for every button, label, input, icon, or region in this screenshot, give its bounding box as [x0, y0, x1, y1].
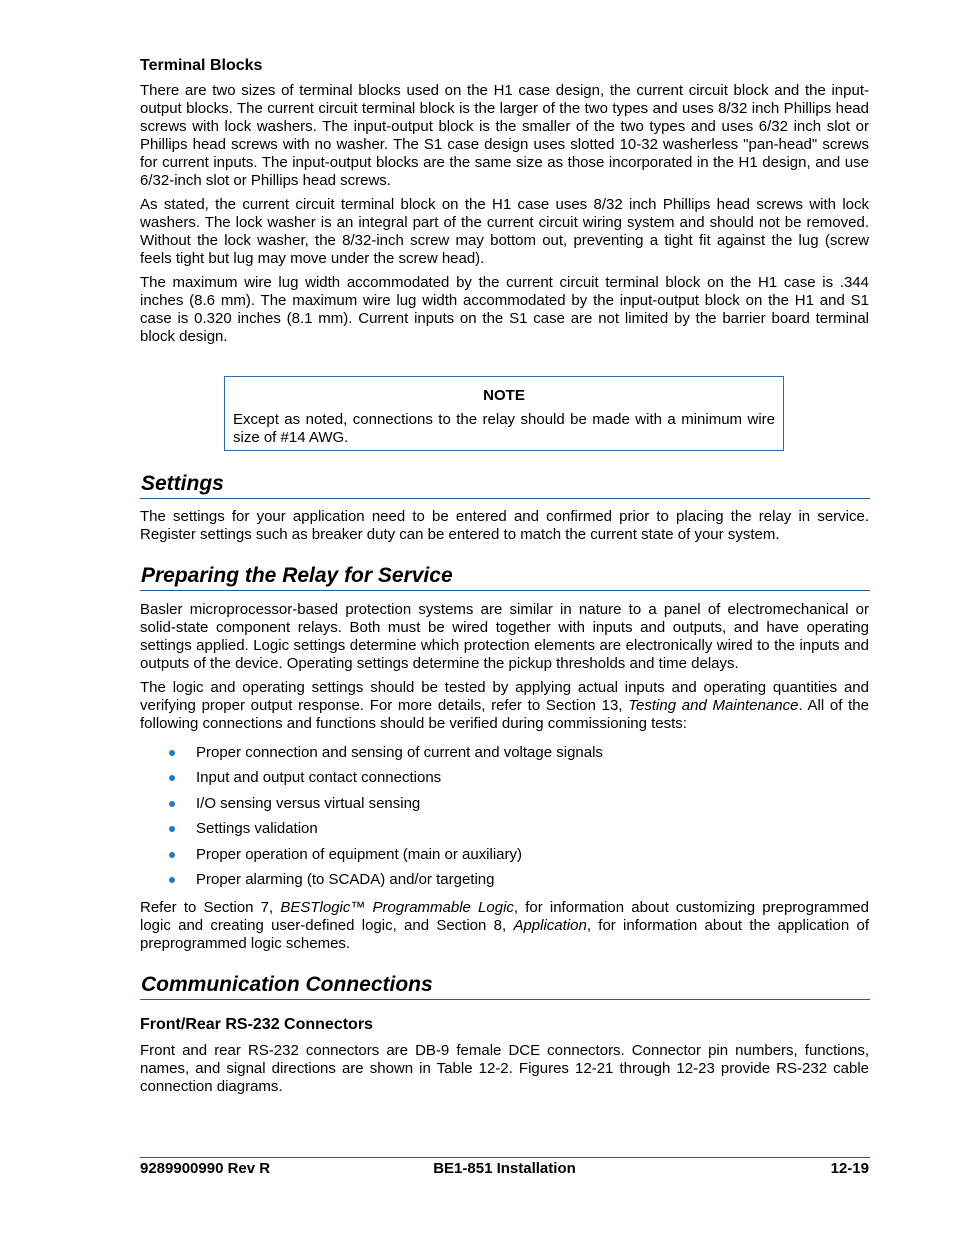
note-text: Except as noted, connections to the relay should be made with a minimum wire size of #14 AWG.: [233, 411, 775, 446]
bullet-icon: [169, 877, 175, 883]
bullet-icon: [169, 775, 175, 781]
preparing-paragraph-1: Basler microprocessor-based protection systems are similar in nature to a panel of electromechanical or solid-state component relays. Both must be wired together with inputs and outputs, and have operating settings applied. Logic settings determine which protection elements are electronically wired to the inputs and outputs of the device. Operating settings determine the pickup thresholds and time delays.: [140, 601, 869, 672]
communication-rule: [140, 999, 870, 1000]
note-title: NOTE: [483, 387, 525, 404]
footer-title: BE1-851 Installation: [433, 1160, 576, 1177]
rs232-paragraph: Front and rear RS-232 connectors are DB-9 female DCE connectors. Connector pin numbers, functions, names, and signal directions are shown in Table 12-2. Figures 12-21 through 12-23 provide RS-232 cable connection diagrams.: [140, 1042, 869, 1095]
preparing-heading: Preparing the Relay for Service: [141, 564, 453, 587]
rs232-subheading: Front/Rear RS-232 Connectors: [140, 1016, 373, 1033]
page-footer: [140, 1160, 869, 1178]
footer-doc-number: 9289900990 Rev R: [140, 1160, 271, 1177]
settings-heading: Settings: [141, 472, 224, 495]
communication-heading: Communication Connections: [141, 973, 433, 996]
settings-rule: [140, 498, 870, 499]
testing-maintenance-reference: Testing and Maintenance: [628, 697, 799, 714]
preparing-rule: [140, 590, 870, 591]
bullet-text: I/O sensing versus virtual sensing: [196, 794, 421, 812]
terminal-blocks-heading: Terminal Blocks: [140, 57, 263, 74]
preparing-paragraph-2: [140, 679, 869, 733]
application-reference: Application: [513, 917, 587, 934]
preparing-p2-text-b: . All of the following connections and functions should be verified during commissioning tests:: [140, 697, 869, 732]
terminal-blocks-paragraph-3: The maximum wire lug width accommodated by the current circuit terminal block on the H1 case is .344 inches (8.6 mm). The maximum wire lug width accommodated by the input-output block on the H1 and S1 case is 0.320 inches (8.1 mm). Current inputs on the S1 case are not limited by the barrier board terminal block design.: [140, 274, 869, 345]
note-box: [224, 376, 784, 451]
list-item: [140, 769, 869, 794]
bullet-icon: [169, 852, 175, 858]
list-item: [140, 871, 869, 896]
preparing-p3-text-b: , for information about customizing preprogrammed logic and creating user-defined logic, and Section 8,: [140, 899, 869, 934]
preparing-p3-text-c: , for information about the application of preprogrammed logic schemes.: [140, 917, 869, 952]
bullet-text: Proper alarming (to SCADA) and/or targeting: [196, 870, 495, 888]
bullet-text: Proper operation of equipment (main or auxiliary): [196, 845, 522, 863]
terminal-blocks-paragraph-2: As stated, the current circuit terminal block on the H1 case uses 8/32 inch Phillips head screws with lock washers. The lock washer is an integral part of the current circuit wiring system and should not be removed. Without the lock washer, the 8/32-inch screw may bottom out, preventing a tight fit against the lug (screw feels tight but lug may move under the screw head).: [140, 196, 869, 267]
list-item: [140, 795, 869, 820]
bullet-text: Input and output contact connections: [196, 769, 442, 787]
preparing-p3-text-a: Refer to Section 7,: [140, 899, 281, 916]
list-item: [140, 744, 869, 769]
preparing-p2-text-a: The logic and operating settings should be tested by applying actual inputs and operating quantities and verifying proper output response. For more details, refer to Section 13,: [140, 679, 869, 714]
list-item: [140, 820, 869, 845]
bestlogic-reference: BESTlogic™ Programmable Logic: [280, 899, 514, 916]
bullet-icon: [169, 750, 175, 756]
bullet-text: Settings validation: [196, 820, 318, 838]
verification-bullet-list: [140, 744, 869, 896]
footer-rule: [140, 1157, 870, 1158]
preparing-paragraph-3: [140, 899, 869, 953]
bullet-icon: [169, 826, 175, 832]
settings-paragraph: The settings for your application need to be entered and confirmed prior to placing the relay in service. Register settings such as breaker duty can be entered to match the current state of your system.: [140, 508, 869, 543]
footer-page-number: 12-19: [830, 1160, 869, 1177]
list-item: [140, 846, 869, 871]
bullet-icon: [169, 801, 175, 807]
terminal-blocks-paragraph-1: There are two sizes of terminal blocks used on the H1 case design, the current circuit block and the input-output blocks. The current circuit terminal block is the larger of the two types and uses 8/32 inch Phillips head screws with lock washers. The input-output block is the smaller of the two types and uses 6/32 inch slot or Phillips head screws with no washer. The S1 case design uses slotted 10-32 washerless "pan-head" screws for current inputs. The input-output blocks are the same size as those incorporated in the H1 design, and use 6/32-inch slot or Phillips head screws.: [140, 82, 869, 189]
bullet-text: Proper connection and sensing of current and voltage signals: [196, 744, 603, 761]
